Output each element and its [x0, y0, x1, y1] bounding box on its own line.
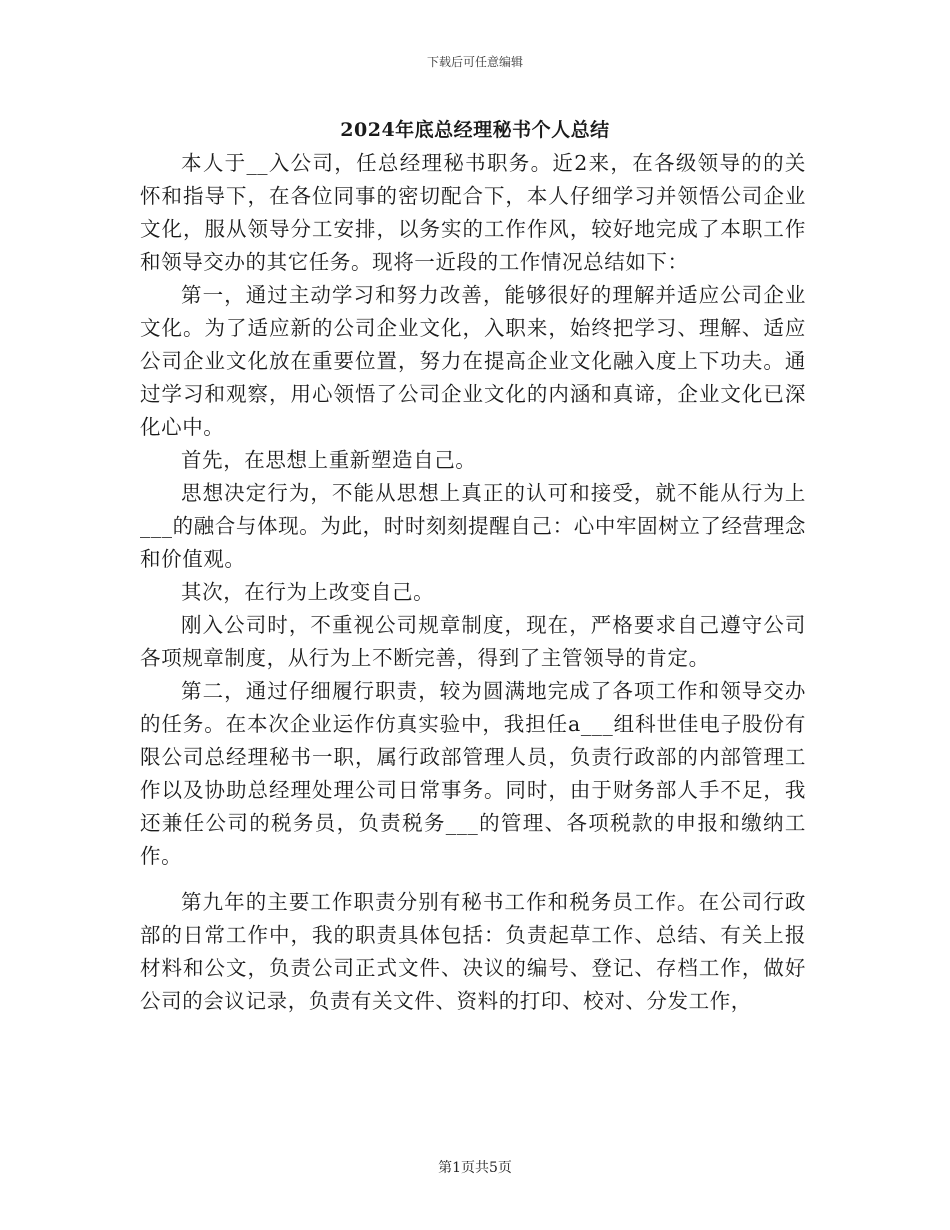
paragraph: 第九年的主要工作职责分别有秘书工作和税务员工作。在公司行政部的日常工作中，我的职责具体包括：负责起草工作、总结、有关上报材料和公文，负责公司正式文件、决议的编号、登记、存档工作，做好公司的会议记录，负责有关文件、资料的打印、校对、分发工作， — [140, 890, 806, 1013]
paragraph: 首先，在思想上重新塑造自己。 — [181, 448, 477, 472]
paragraph: 第二，通过仔细履行职责，较为圆满地完成了各项工作和领导交办的任务。在本次企业运作仿真实验中，我担任a___组科世佳电子股份有限公司总经理秘书一职，属行政部管理人员，负责行政部的内部管理工作以及协助总经理处理公司日常事务。同时，由于财务部人手不足，我还兼任公司的税务员，负责税务___的管理、各项税款的申报和缴纳工作。 — [140, 679, 806, 868]
paragraph: 思想决定行为，不能从思想上真正的认可和接受，就不能从行为上___的融合与体现。为此，时时刻刻提醒自己：心中牢固树立了经营理念和价值观。 — [140, 481, 806, 571]
header-note: 下载后可任意编辑 — [426, 55, 523, 69]
page-number: 第1页共5页 — [438, 1160, 512, 1176]
paragraph: 第一，通过主动学习和努力改善，能够很好的理解并适应公司企业文化。为了适应新的公司企业文化，入职来，始终把学习、理解、适应公司企业文化放在重要位置，努力在提高企业文化融入度上下功夫。通过学习和观察，用心领悟了公司企业文化的内涵和真谛，企业文化已深化心中。 — [140, 283, 806, 439]
paragraph: 刚入公司时，不重视公司规章制度，现在，严格要求自己遵守公司各项规章制度，从行为上不断完善，得到了主管领导的肯定。 — [140, 613, 806, 670]
document-body — [140, 147, 806, 1018]
paragraph: 本人于__入公司，任总经理秘书职务。近2来，在各级领导的的关怀和指导下，在各位同事的密切配合下，本人仔细学习并领悟公司企业文化，服从领导分工安排，以务实的工作作风，较好地完成了本职工作和领导交办的其它任务。现将一近段的工作情况总结如下： — [140, 151, 806, 274]
document-title: 2024年底总经理秘书个人总结 — [340, 119, 610, 141]
paragraph: 其次，在行为上改变自己。 — [181, 580, 435, 604]
